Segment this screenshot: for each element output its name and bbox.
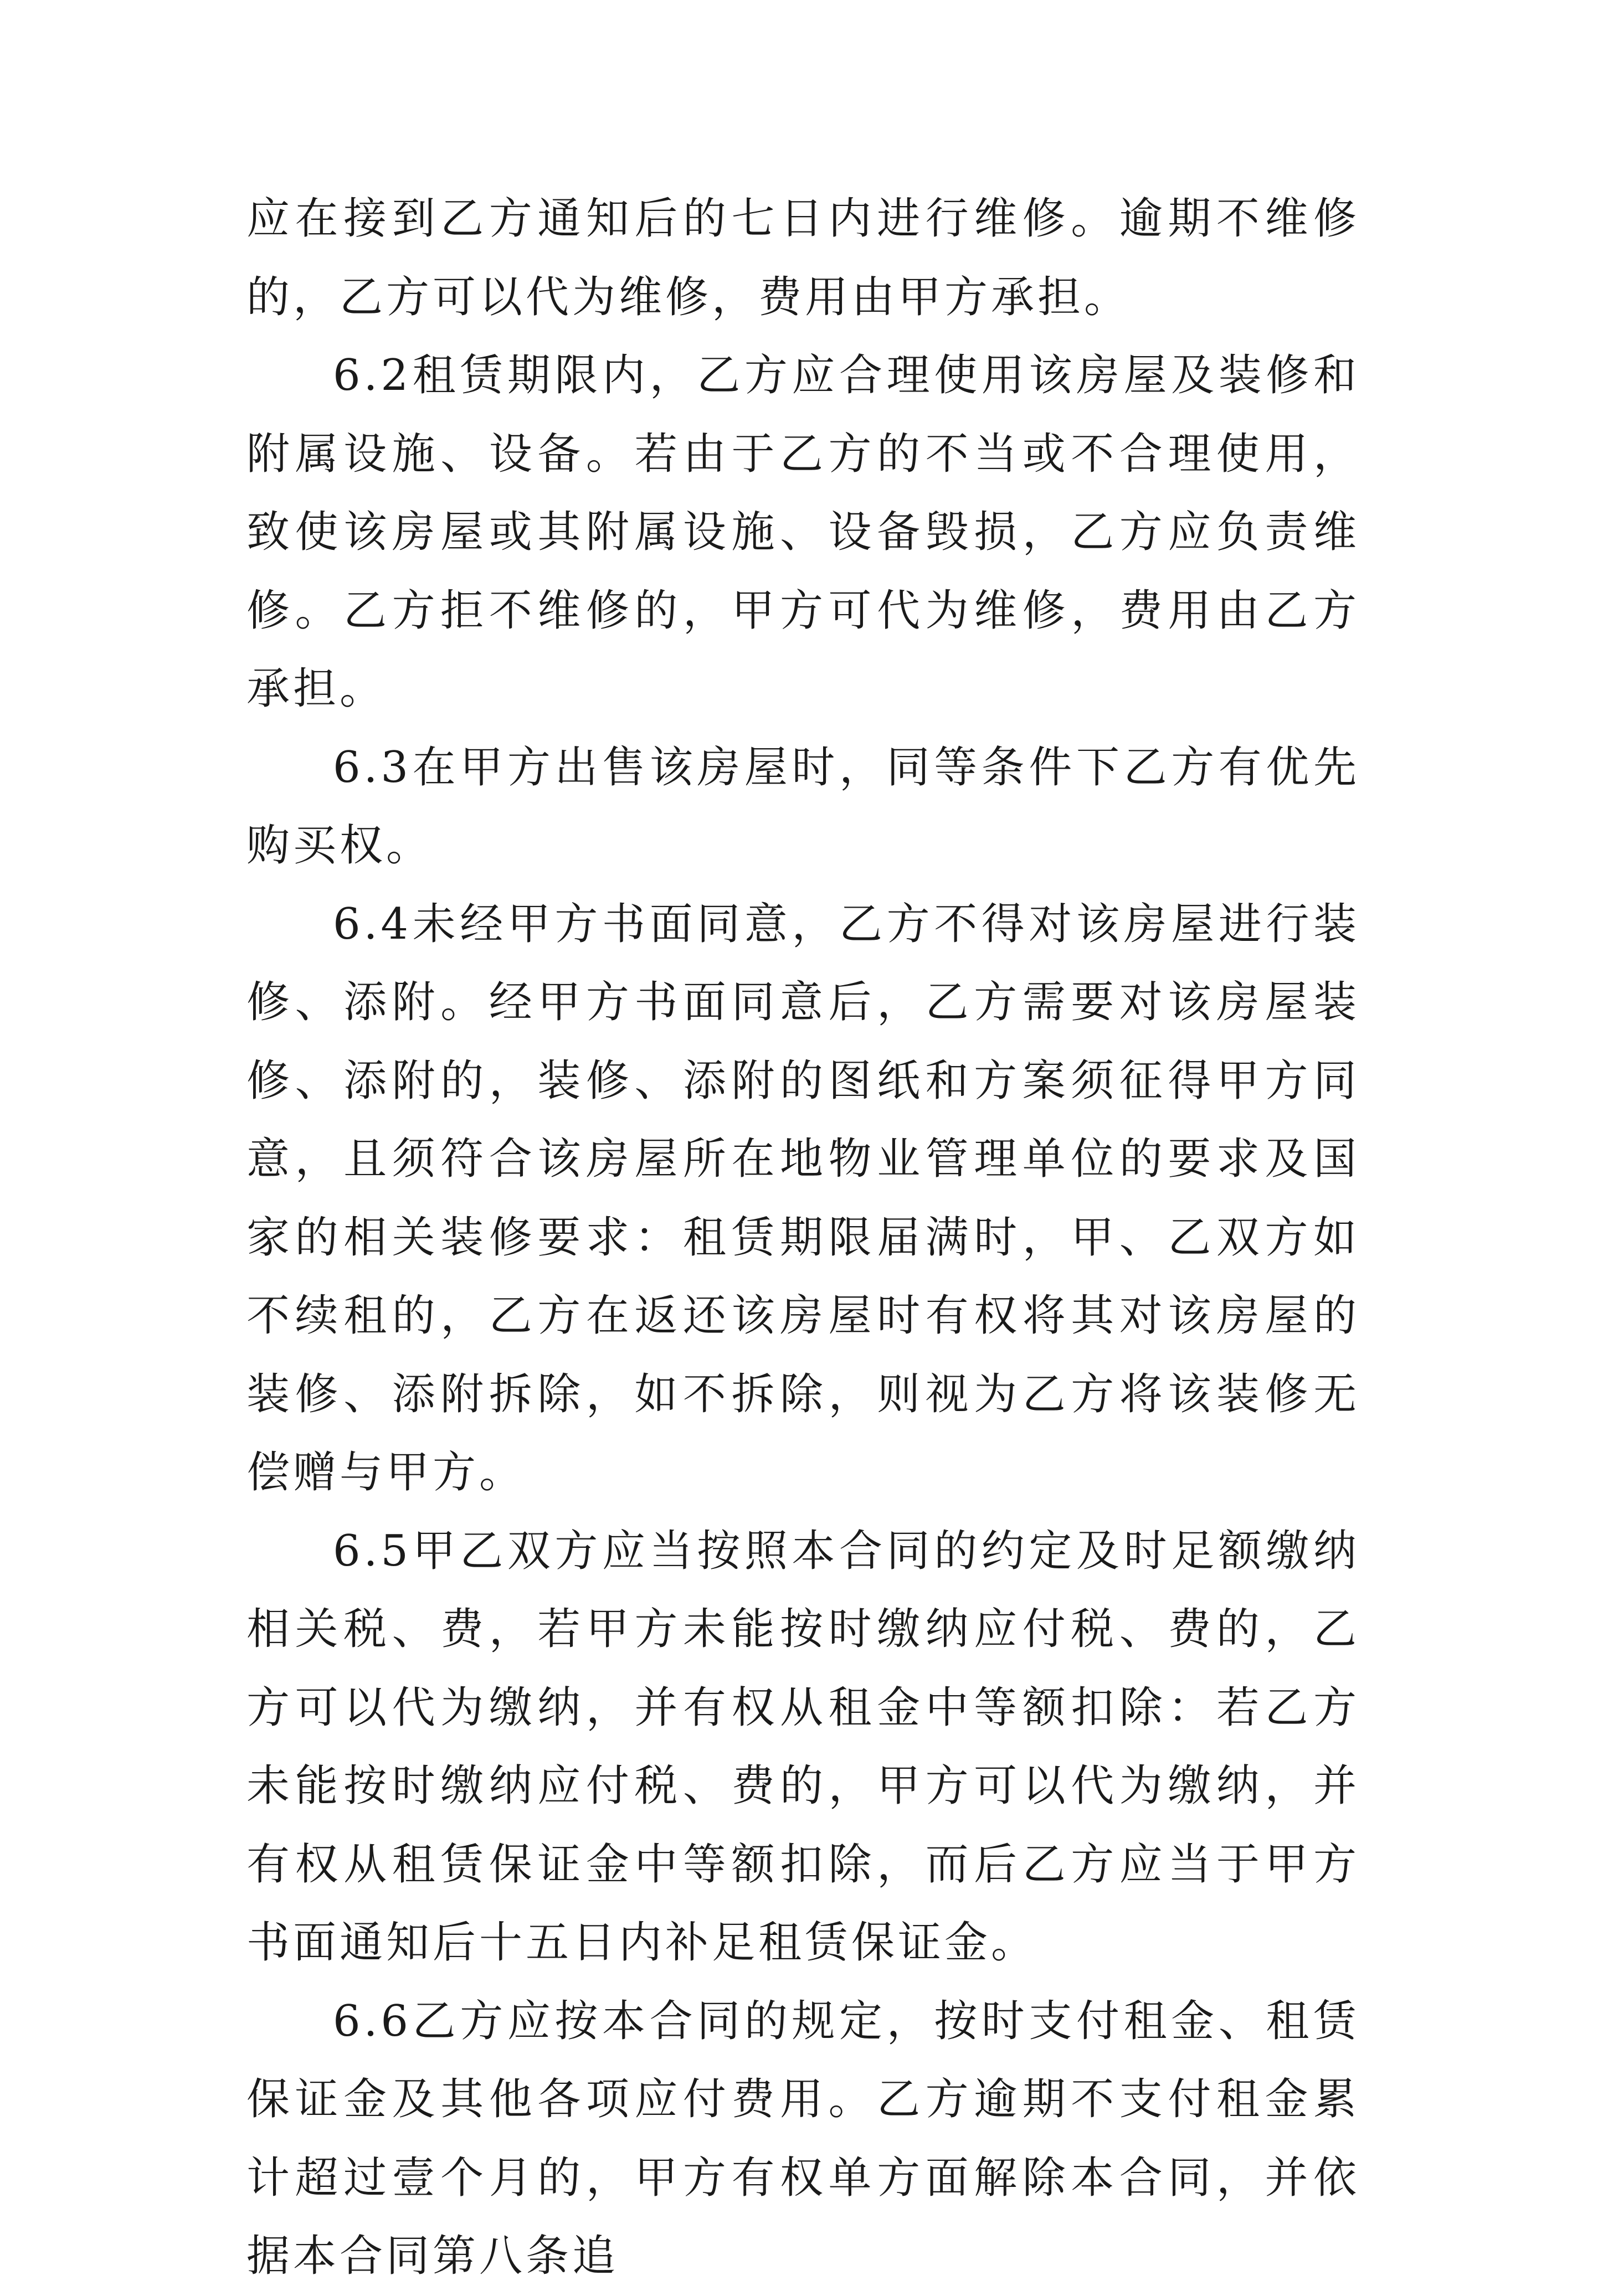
clause-6-3: 6.3在甲方出售该房屋时，同等条件下乙方有优先购买权。	[246, 742, 1360, 871]
clause-6-5: 6.5甲乙双方应当按照本合同的约定及时足额缴纳相关税、费，若甲方未能按时缴纳应付税、费的，乙方可以代为缴纳，并有权从租金中等额扣除：若乙方未能按时缴纳应付税、费的，甲方可以代为缴纳，并有权从租赁保证金中等额扣除，而后乙方应当于甲方书面通知后十五日内补足租赁保证金。	[246, 1526, 1360, 1968]
document-body	[246, 180, 1360, 2296]
clause-6-4: 6.4未经甲方书面同意，乙方不得对该房屋进行装修、添附。经甲方书面同意后，乙方需要对该房屋装修、添附的，装修、添附的图纸和方案须征得甲方同意，且须符合该房屋所在地物业管理单位的要求及国家的相关装修要求：租赁期限届满时，甲、乙双方如不续租的，乙方在返还该房屋时有权将其对该房屋的装修、添附拆除，如不拆除，则视为乙方将该装修无偿赠与甲方。	[246, 899, 1360, 1497]
clause-6-6: 6.6乙方应按本合同的规定，按时支付租金、租赁保证金及其他各项应付费用。乙方逾期不支付租金累计超过壹个月的，甲方有权单方面解除本合同，并依据本合同第八条追	[246, 1996, 1360, 2281]
paragraph-continuation: 应在接到乙方通知后的七日内进行维修。逾期不维修的，乙方可以代为维修，费用由甲方承担。	[246, 194, 1360, 322]
clause-6-2: 6.2租赁期限内，乙方应合理使用该房屋及装修和附属设施、设备。若由于乙方的不当或不合理使用，致使该房屋或其附属设施、设备毁损，乙方应负责维修。乙方拒不维修的，甲方可代为维修，费用由乙方承担。	[246, 351, 1360, 714]
